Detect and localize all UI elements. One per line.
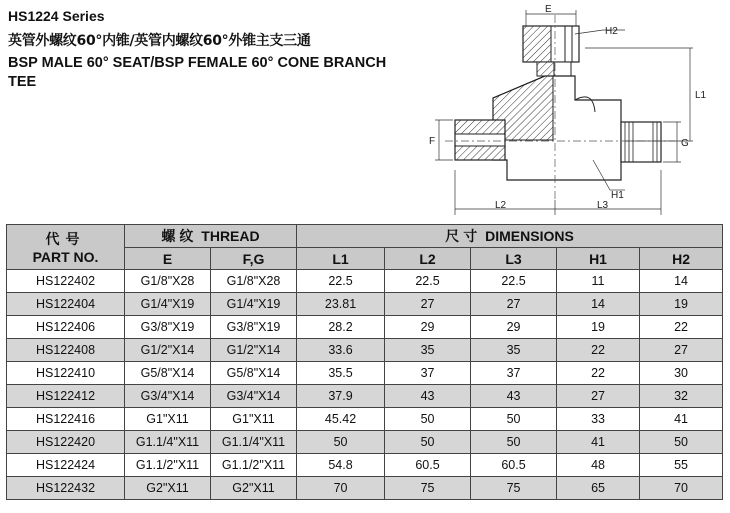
table-cell: 70 bbox=[640, 477, 723, 500]
table-row bbox=[7, 477, 723, 500]
column-header: L1 bbox=[297, 248, 385, 270]
table-cell: 48 bbox=[557, 454, 640, 477]
table-cell: 50 bbox=[471, 408, 557, 431]
tee-body bbox=[455, 76, 661, 180]
table-cell: 27 bbox=[640, 339, 723, 362]
table-cell: G1.1/4"X11 bbox=[125, 431, 211, 454]
part-number-cell: HS122408 bbox=[7, 339, 125, 362]
label-e: E bbox=[545, 4, 552, 15]
table-cell: 14 bbox=[557, 293, 640, 316]
table-cell: 55 bbox=[640, 454, 723, 477]
table-cell: 37.9 bbox=[297, 385, 385, 408]
table-cell: 23.81 bbox=[297, 293, 385, 316]
chinese-title: 英管外螺纹60°内锥/英管内螺纹60°外锥主支三通 bbox=[8, 33, 311, 49]
table-cell: 29 bbox=[471, 316, 557, 339]
table-cell: 14 bbox=[640, 270, 723, 293]
part-number-cell: HS122404 bbox=[7, 293, 125, 316]
table-cell: 37 bbox=[471, 362, 557, 385]
table-cell: 22 bbox=[640, 316, 723, 339]
table-cell: 43 bbox=[471, 385, 557, 408]
table-cell: G2"X11 bbox=[125, 477, 211, 500]
table-cell: 28.2 bbox=[297, 316, 385, 339]
table-cell: G1/8"X28 bbox=[125, 270, 211, 293]
table-cell: G3/8"X19 bbox=[211, 316, 297, 339]
table-cell: G5/8"X14 bbox=[125, 362, 211, 385]
part-number-cell: HS122406 bbox=[7, 316, 125, 339]
table-cell: 22 bbox=[557, 339, 640, 362]
table-cell: 65 bbox=[557, 477, 640, 500]
table-cell: 41 bbox=[640, 408, 723, 431]
table-cell: 43 bbox=[385, 385, 471, 408]
label-h2: H2 bbox=[605, 26, 618, 37]
thread-header bbox=[125, 225, 297, 248]
table-cell: 19 bbox=[557, 316, 640, 339]
thread-header-cn: 螺纹 bbox=[161, 229, 198, 245]
table-cell: G1/2"X14 bbox=[211, 339, 297, 362]
table-cell: 35 bbox=[471, 339, 557, 362]
table-cell: 27 bbox=[471, 293, 557, 316]
table-cell: 11 bbox=[557, 270, 640, 293]
part-number-cell: HS122412 bbox=[7, 385, 125, 408]
table-cell: 33.6 bbox=[297, 339, 385, 362]
label-l2: L2 bbox=[495, 200, 507, 211]
table-cell: G3/4"X14 bbox=[125, 385, 211, 408]
table-cell: G1.1/2"X11 bbox=[125, 454, 211, 477]
table-row bbox=[7, 316, 723, 339]
part-number-cell: HS122416 bbox=[7, 408, 125, 431]
table-cell: 50 bbox=[385, 408, 471, 431]
table-cell: G1/2"X14 bbox=[125, 339, 211, 362]
table-cell: 50 bbox=[640, 431, 723, 454]
table-cell: 60.5 bbox=[385, 454, 471, 477]
table-cell: 50 bbox=[471, 431, 557, 454]
table-cell: 33 bbox=[557, 408, 640, 431]
table-row bbox=[7, 408, 723, 431]
table-cell: 35.5 bbox=[297, 362, 385, 385]
label-l3: L3 bbox=[597, 200, 609, 211]
table-cell: G1.1/4"X11 bbox=[211, 431, 297, 454]
table-cell: 70 bbox=[297, 477, 385, 500]
table-row bbox=[7, 362, 723, 385]
table-cell: G3/8"X19 bbox=[125, 316, 211, 339]
table-cell: G1"X11 bbox=[125, 408, 211, 431]
table-cell: G1"X11 bbox=[211, 408, 297, 431]
column-header: F,G bbox=[211, 248, 297, 270]
part-no-header-cn: 代号 bbox=[45, 232, 86, 248]
table-cell: G3/4"X14 bbox=[211, 385, 297, 408]
table-cell: 19 bbox=[640, 293, 723, 316]
label-g: G bbox=[681, 138, 689, 149]
dimensions-header-cn: 尺寸 bbox=[445, 229, 482, 245]
table-cell: 32 bbox=[640, 385, 723, 408]
dimensions-header-en: DIMENSIONS bbox=[485, 228, 574, 244]
table-cell: G1/4"X19 bbox=[211, 293, 297, 316]
table-cell: 75 bbox=[471, 477, 557, 500]
table-cell: G5/8"X14 bbox=[211, 362, 297, 385]
technical-drawing bbox=[425, 0, 730, 222]
table-row bbox=[7, 431, 723, 454]
table-row bbox=[7, 454, 723, 477]
label-f: F bbox=[429, 136, 436, 147]
table-cell: G2"X11 bbox=[211, 477, 297, 500]
table-cell: 54.8 bbox=[297, 454, 385, 477]
table-cell: 27 bbox=[557, 385, 640, 408]
table-row bbox=[7, 385, 723, 408]
table-cell: 45.42 bbox=[297, 408, 385, 431]
table-cell: 29 bbox=[385, 316, 471, 339]
column-header: H1 bbox=[557, 248, 640, 270]
table-row bbox=[7, 339, 723, 362]
table-cell: 27 bbox=[385, 293, 471, 316]
table-cell: 22.5 bbox=[297, 270, 385, 293]
table-cell: 50 bbox=[385, 431, 471, 454]
table-cell: 60.5 bbox=[471, 454, 557, 477]
table-cell: 50 bbox=[297, 431, 385, 454]
part-no-header-en: PART NO. bbox=[32, 249, 99, 265]
table-cell: G1.1/2"X11 bbox=[211, 454, 297, 477]
part-number-cell: HS122424 bbox=[7, 454, 125, 477]
column-header: L2 bbox=[385, 248, 471, 270]
table-cell: 22 bbox=[557, 362, 640, 385]
table-cell: 22.5 bbox=[385, 270, 471, 293]
table-cell: G1/4"X19 bbox=[125, 293, 211, 316]
table-cell: 35 bbox=[385, 339, 471, 362]
part-number-cell: HS122420 bbox=[7, 431, 125, 454]
title-block bbox=[8, 6, 408, 92]
table-cell: 22.5 bbox=[471, 270, 557, 293]
table-row bbox=[7, 293, 723, 316]
top-nut bbox=[523, 26, 579, 76]
label-l1: L1 bbox=[695, 90, 707, 101]
spec-table bbox=[6, 224, 723, 500]
series-title: HS1224 Series bbox=[8, 8, 105, 24]
column-header: E bbox=[125, 248, 211, 270]
table-row bbox=[7, 270, 723, 293]
table-cell: 75 bbox=[385, 477, 471, 500]
dimensions-header bbox=[297, 225, 723, 248]
part-number-cell: HS122410 bbox=[7, 362, 125, 385]
column-header: L3 bbox=[471, 248, 557, 270]
part-no-header bbox=[7, 225, 125, 270]
english-title: BSP MALE 60° SEAT/BSP FEMALE 60° CONE BRANCH TEE bbox=[8, 55, 387, 90]
part-number-cell: HS122432 bbox=[7, 477, 125, 500]
table-cell: G1/8"X28 bbox=[211, 270, 297, 293]
label-h1: H1 bbox=[611, 190, 624, 201]
part-number-cell: HS122402 bbox=[7, 270, 125, 293]
table-cell: 41 bbox=[557, 431, 640, 454]
table-cell: 30 bbox=[640, 362, 723, 385]
table-cell: 37 bbox=[385, 362, 471, 385]
column-header: H2 bbox=[640, 248, 723, 270]
thread-header-en: THREAD bbox=[201, 228, 260, 244]
